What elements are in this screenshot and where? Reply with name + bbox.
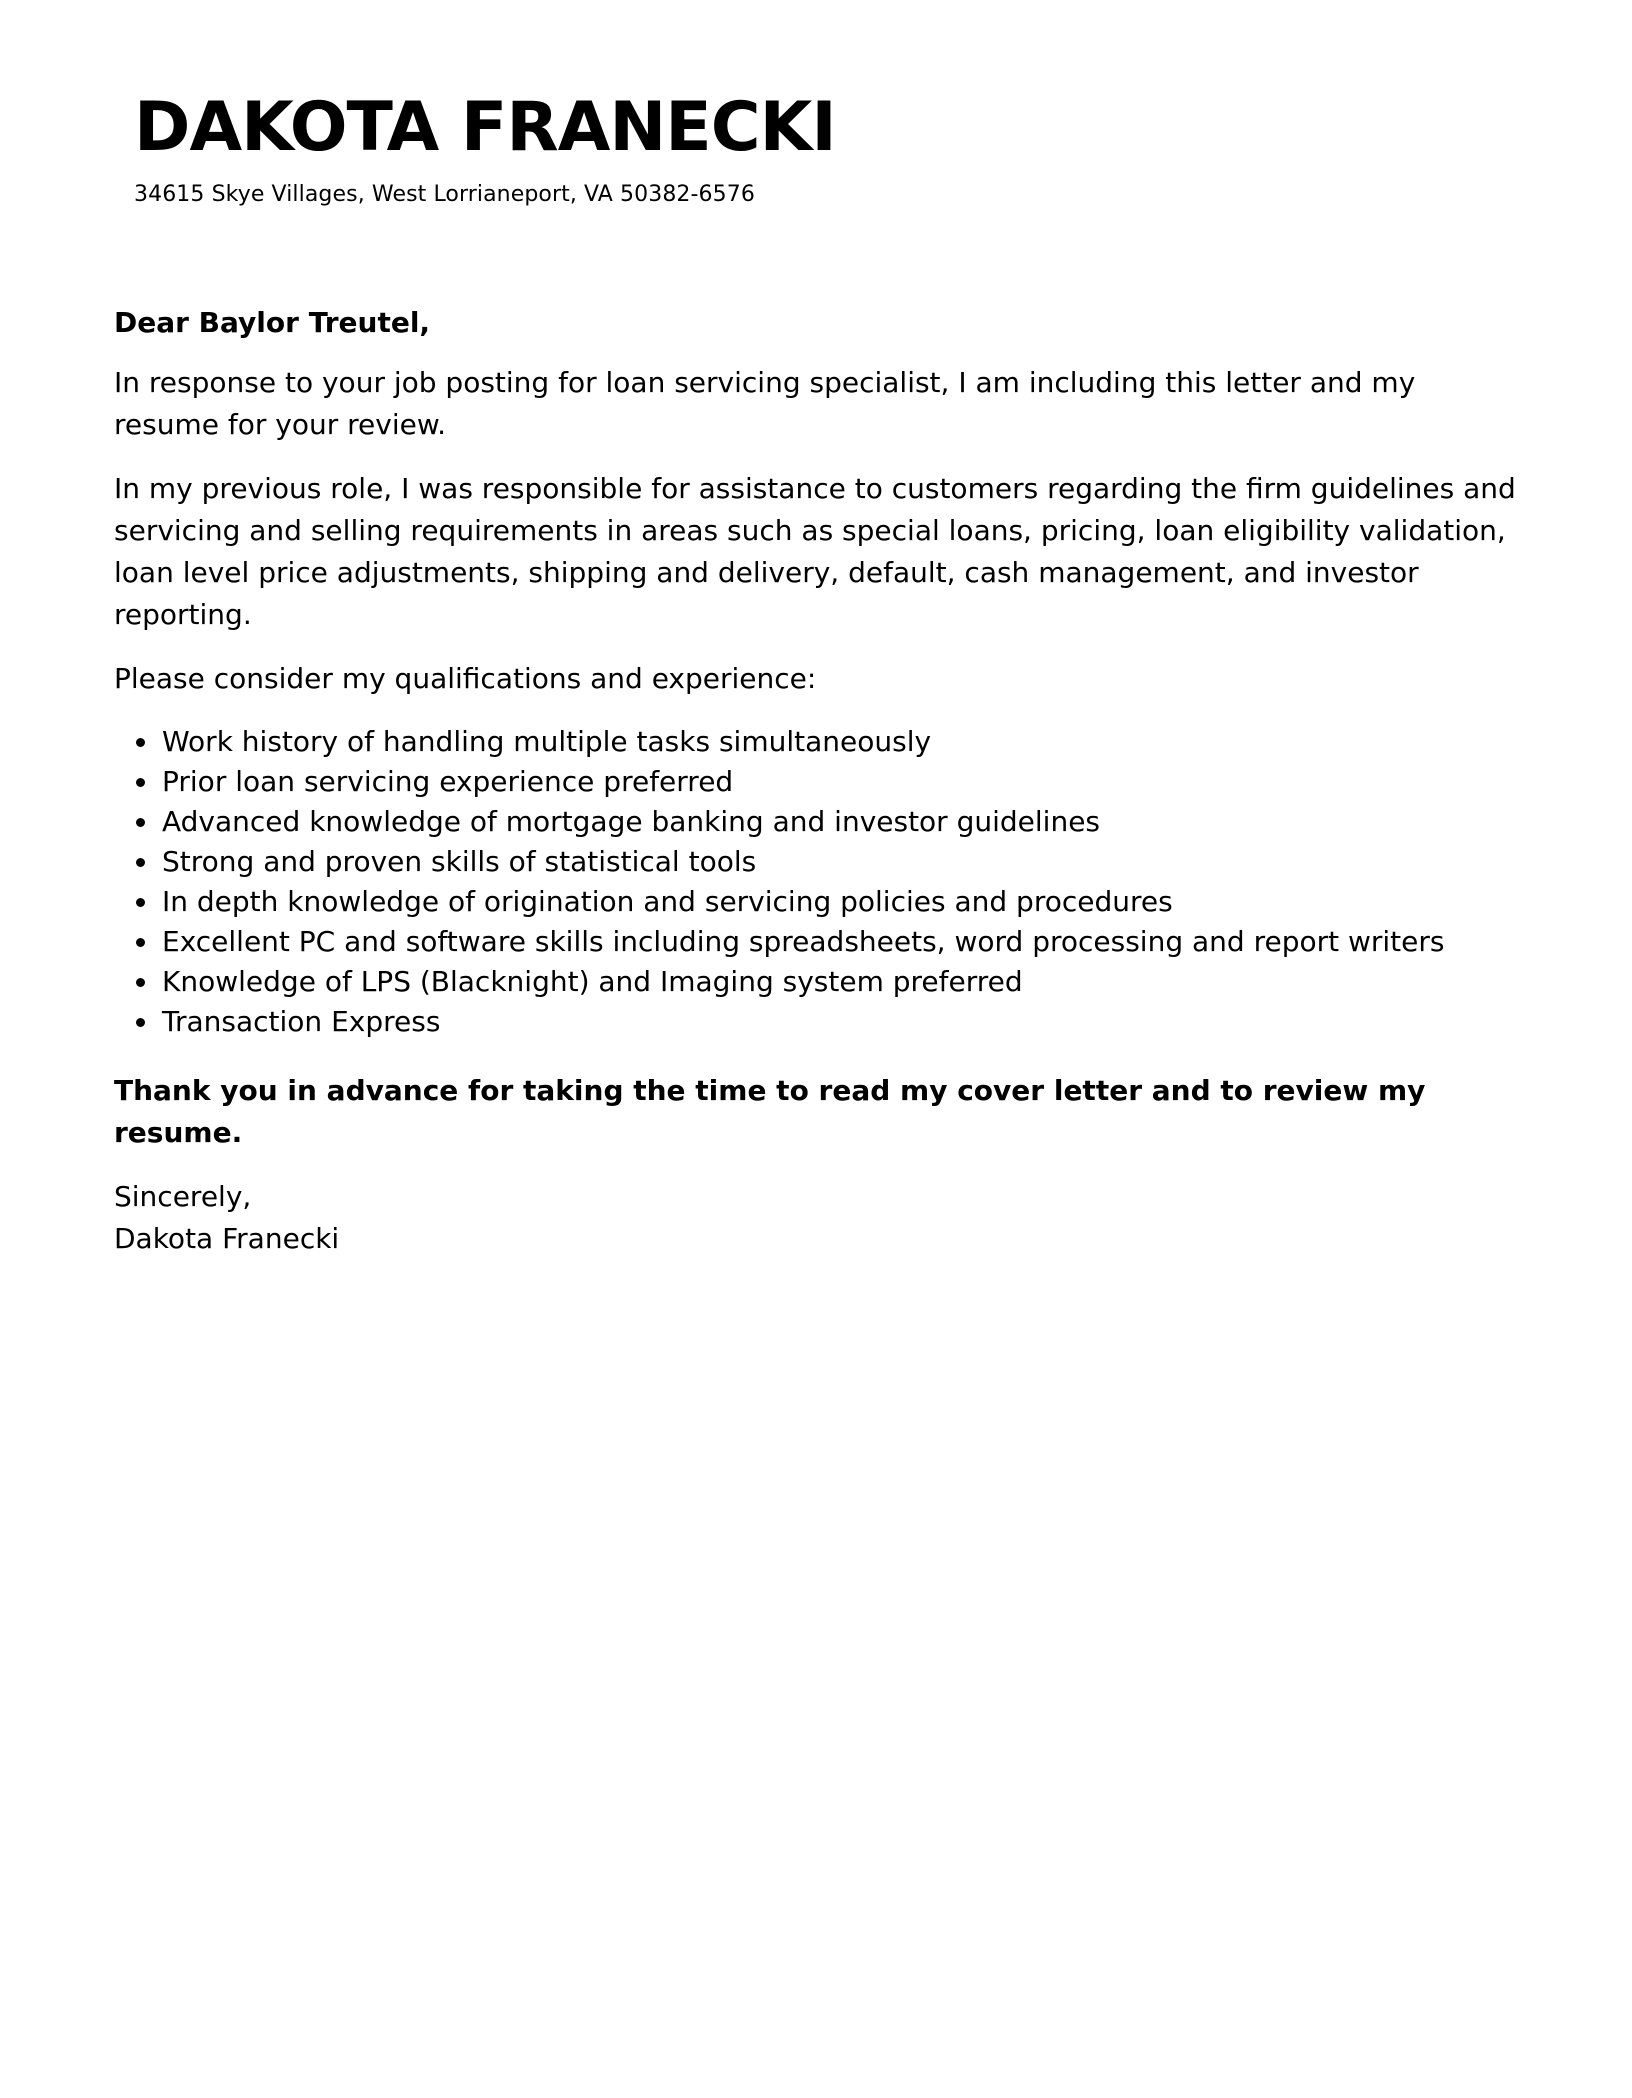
bullet-icon [136,738,145,747]
sender-address: 34615 Skye Villages, West Lorrianeport, VA 50382-6576 [134,182,755,207]
list-item [114,962,1524,1002]
sign-off [114,1176,1524,1260]
list-item-text: Excellent PC and software skills including spreadsheets, word processing and report writers [162,925,1445,958]
list-item-text: Transaction Express [162,1005,441,1038]
list-item [114,842,1524,882]
list-item [114,882,1524,922]
qualifications-list [114,722,1524,1042]
list-item [114,802,1524,842]
bullet-icon [136,978,145,987]
bullet-icon [136,1018,145,1027]
list-item [114,722,1524,762]
sender-name: DAKOTA FRANECKI [134,88,836,167]
bullet-icon [136,778,145,787]
list-item-text: Work history of handling multiple tasks simultaneously [162,725,932,758]
letter-header [134,88,1434,210]
list-item-text: Strong and proven skills of statistical tools [162,845,757,878]
thank-you-line: Thank you in advance for taking the time to read my cover letter and to review my resume. [114,1074,1426,1149]
bullet-icon [136,938,145,947]
bullet-icon [136,898,145,907]
bullet-icon [136,858,145,867]
signature-name: Dakota Franecki [114,1222,340,1255]
list-item [114,922,1524,962]
sign-off-text: Sincerely, [114,1180,252,1213]
qualifications-intro: Please consider my qualifications and experience: [114,662,817,695]
intro-paragraph: In response to your job posting for loan servicing specialist, I am including this letter and my resume for your review. [114,366,1416,441]
letter-body [114,302,1524,1260]
list-item-text: In depth knowledge of origination and servicing policies and procedures [162,885,1173,918]
bullet-icon [136,818,145,827]
list-item [114,762,1524,802]
list-item [114,1002,1524,1042]
list-item-text: Advanced knowledge of mortgage banking and investor guidelines [162,805,1101,838]
greeting: Dear Baylor Treutel, [114,306,431,339]
list-item-text: Prior loan servicing experience preferred [162,765,734,798]
experience-paragraph: In my previous role, I was responsible for assistance to customers regarding the firm guidelines and servicing and selling requirements in areas such as special loans, pricing, loan eligibility validation, loan level price adjustments, shipping and delivery, default, cash management, and investor reporting. [114,472,1516,631]
list-item-text: Knowledge of LPS (Blacknight) and Imaging system preferred [162,965,1023,998]
